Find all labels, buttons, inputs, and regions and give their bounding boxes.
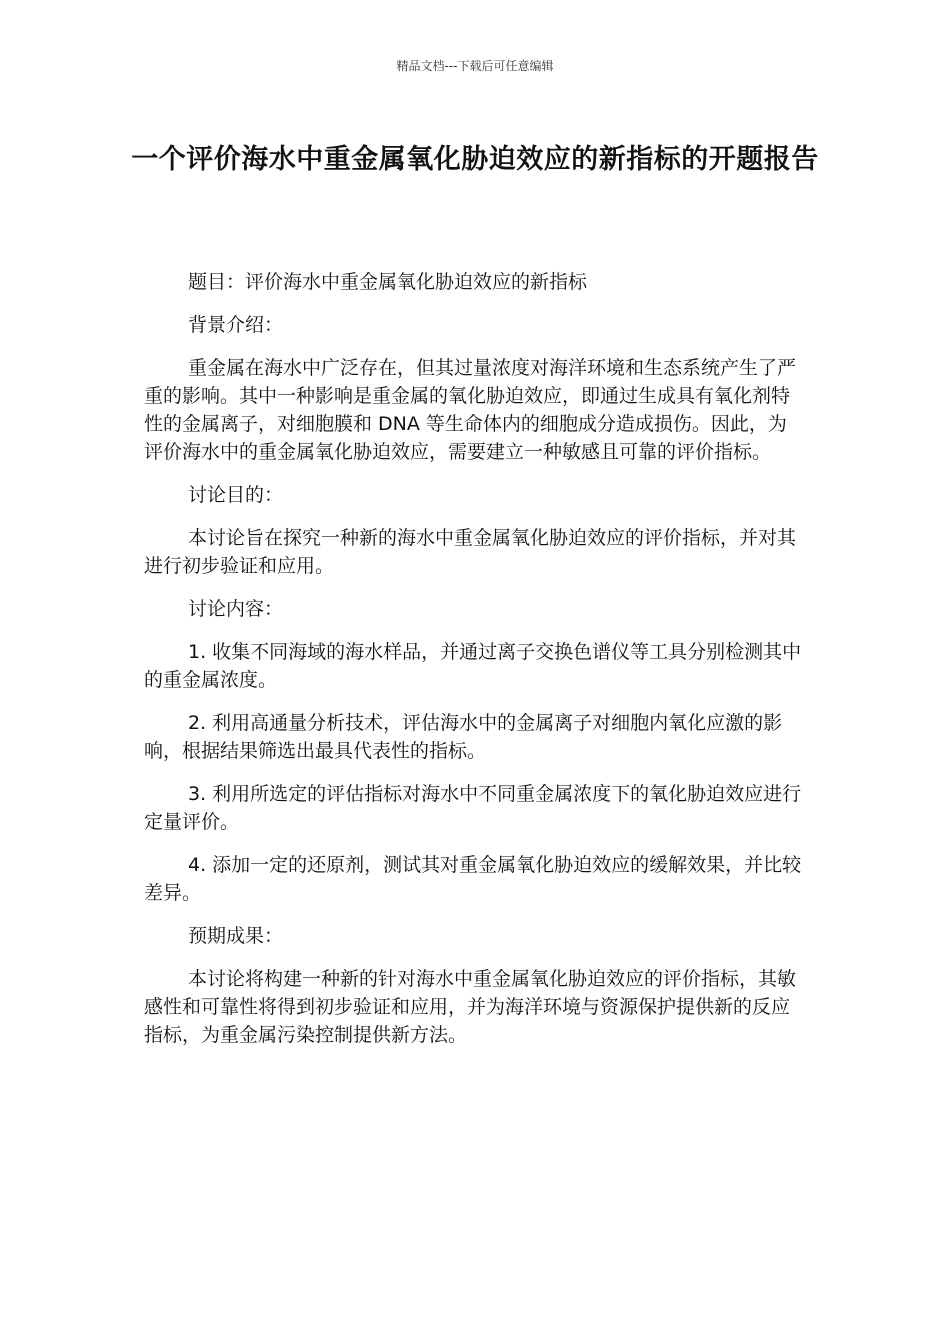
content-item-3: 3. 利用所选定的评估指标对海水中不同重金属浓度下的氧化胁迫效应进行定量评价。 (144, 783, 802, 833)
section-heading-outcome: 预期成果： (188, 925, 284, 947)
page-header: 精品文档---下载后可任意编辑 (396, 59, 554, 73)
content-item-4: 4. 添加一定的还原剂，测试其对重金属氧化胁迫效应的缓解效果，并比较差异。 (144, 854, 802, 904)
topic-line: 题目：评价海水中重金属氧化胁迫效应的新指标 (188, 271, 588, 293)
content-item-2: 2. 利用高通量分析技术，评估海水中的金属离子对细胞内氧化应激的影响，根据结果筛选出最具代表性的指标。 (144, 712, 783, 762)
section-heading-content: 讨论内容： (188, 598, 284, 620)
document-title: 一个评价海水中重金属氧化胁迫效应的新指标的开题报告 (131, 144, 819, 175)
document-body (144, 268, 804, 1064)
content-item-1: 1. 收集不同海域的海水样品，并通过离子交换色谱仪等工具分别检测其中的重金属浓度。 (144, 641, 802, 691)
outcome-paragraph: 本讨论将构建一种新的针对海水中重金属氧化胁迫效应的评价指标，其敏感性和可靠性将得到初步验证和应用，并为海洋环境与资源保护提供新的反应指标，为重金属污染控制提供新方法。 (144, 968, 797, 1046)
background-paragraph: 重金属在海水中广泛存在，但其过量浓度对海洋环境和生态系统产生了严重的影响。其中一种影响是重金属的氧化胁迫效应，即通过生成具有氧化剂特性的金属离子，对细胞膜和 DNA 等生命体内的细胞成分造成损伤。因此，为评价海水中的重金属氧化胁迫效应，需要建立一种敏感且可靠的评价指标。 (144, 357, 797, 463)
section-heading-purpose: 讨论目的： (188, 484, 284, 506)
section-heading-background: 背景介绍： (188, 314, 284, 336)
purpose-paragraph: 本讨论旨在探究一种新的海水中重金属氧化胁迫效应的评价指标，并对其进行初步验证和应用。 (144, 527, 797, 577)
